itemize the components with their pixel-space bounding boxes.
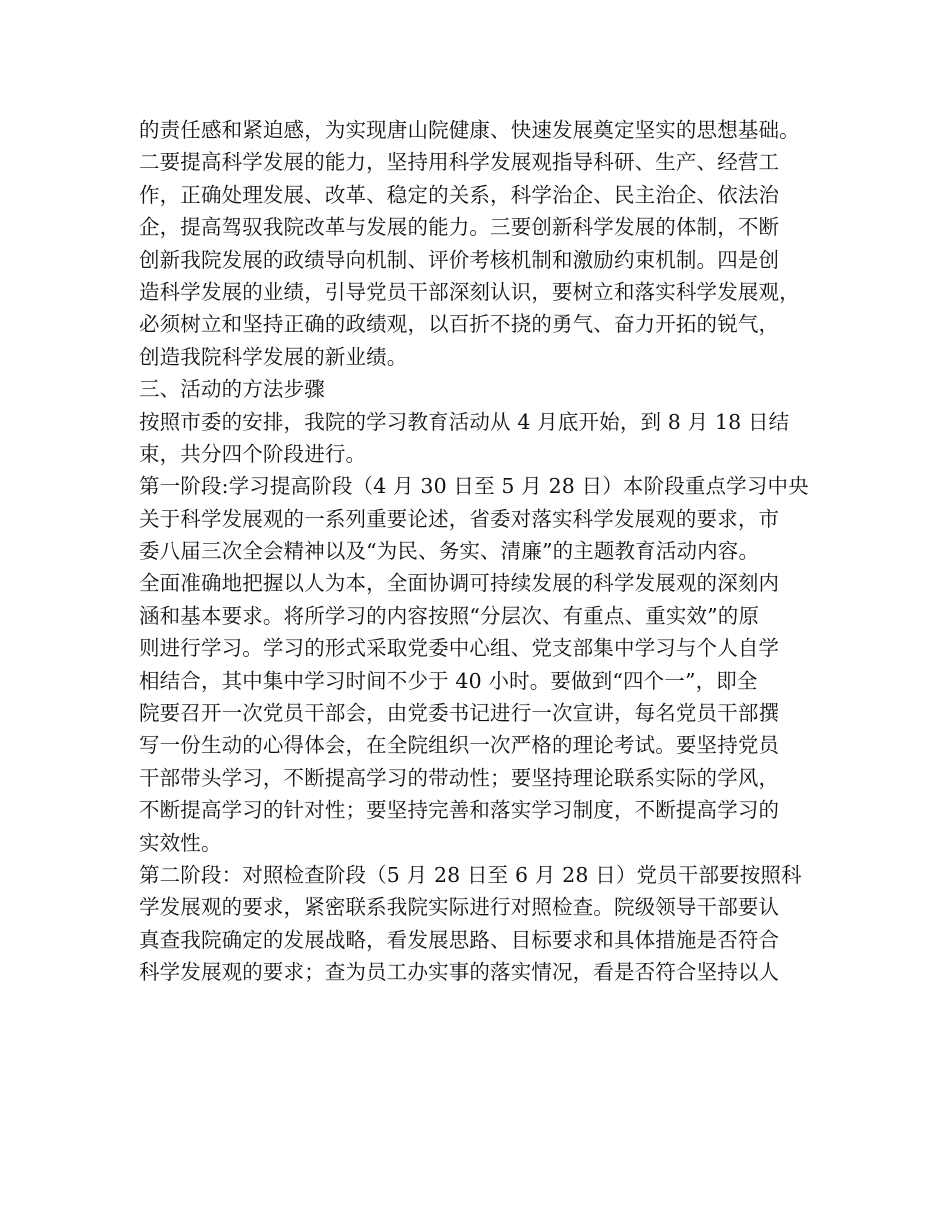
text-line: 第二阶段：对照检查阶段（5 月 28 日至 6 月 28 日）党员干部要按照科 <box>139 862 802 887</box>
text-line: 按照市委的安排，我院的学习教育活动从 4 月底开始，到 8 月 18 日结 <box>139 409 790 434</box>
text-line: 创新我院发展的政绩导向机制、评价考核机制和激励约束机制。四是创 <box>139 247 780 272</box>
text-line: 关于科学发展观的一系列重要论述，省委对落实科学发展观的要求，市 <box>139 506 780 531</box>
text-line: 全面准确地把握以人为本，全面协调可持续发展的科学发展观的深刻内 <box>139 571 780 596</box>
document-body <box>139 114 839 989</box>
text-line: 涵和基本要求。将所学习的内容按照“分层次、有重点、重实效”的原 <box>139 603 760 628</box>
text-line: 创造我院科学发展的新业绩。 <box>139 344 408 369</box>
text-line: 束，共分四个阶段进行。 <box>139 441 367 466</box>
text-line: 真查我院确定的发展战略，看发展思路、目标要求和具体措施是否符合 <box>139 927 780 952</box>
text-line: 则进行学习。学习的形式采取党委中心组、党支部集中学习与个人自学 <box>139 636 780 661</box>
text-line: 写一份生动的心得体会，在全院组织一次严格的理论考试。要坚持党员 <box>139 733 780 758</box>
text-line: 学发展观的要求，紧密联系我院实际进行对照检查。院级领导干部要认 <box>139 895 780 920</box>
text-line: 企，提高驾驭我院改革与发展的能力。三要创新科学发展的体制，不断 <box>139 215 780 240</box>
text-line: 实效性。 <box>139 830 222 855</box>
text-line: 作，正确处理发展、改革、稳定的关系，科学治企、民主治企、依法治 <box>139 182 780 207</box>
text-line: 第一阶段:学习提高阶段（4 月 30 日至 5 月 28 日）本阶段重点学习中央 <box>139 474 809 499</box>
text-line: 委八届三次全会精神以及“为民、务实、清廉”的主题教育活动内容。 <box>139 539 760 564</box>
text-line: 院要召开一次党员干部会，由党委书记进行一次宣讲，每名党员干部撰 <box>139 701 780 726</box>
text-line: 干部带头学习，不断提高学习的带动性；要坚持理论联系实际的学风， <box>139 765 780 790</box>
text-line: 科学发展观的要求；查为员工办实事的落实情况，看是否符合坚持以人 <box>139 960 780 985</box>
text-line: 的责任感和紧迫感，为实现唐山院健康、快速发展奠定坚实的思想基础。 <box>139 118 800 142</box>
text-line: 二要提高科学发展的能力，坚持用科学发展观指导科研、生产、经营工 <box>139 150 780 175</box>
text-line: 相结合，其中集中学习时间不少于 40 小时。要做到“四个一”，即全 <box>139 668 758 693</box>
text-line: 必须树立和坚持正确的政绩观，以百折不挠的勇气、奋力开拓的锐气， <box>139 312 780 337</box>
section-heading: 三、活动的方法步骤 <box>139 377 325 402</box>
text-line: 造科学发展的业绩，引导党员干部深刻认识，要树立和落实科学发展观， <box>139 279 800 304</box>
text-line: 不断提高学习的针对性；要坚持完善和落实学习制度，不断提高学习的 <box>139 798 780 823</box>
